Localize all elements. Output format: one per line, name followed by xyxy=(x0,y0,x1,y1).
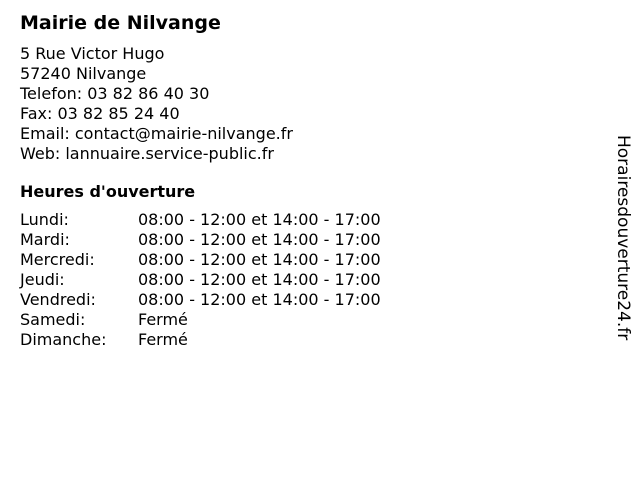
postal-city: 57240 Nilvange xyxy=(20,64,147,83)
street-address: 5 Rue Victor Hugo xyxy=(20,44,165,63)
day-hours: 08:00 - 12:00 et 14:00 - 17:00 xyxy=(138,290,381,309)
day-label: Dimanche: xyxy=(20,330,107,349)
day-label: Mercredi: xyxy=(20,250,95,269)
business-card xyxy=(20,10,600,350)
phone-number: Telefon: 03 82 86 40 30 xyxy=(20,84,210,103)
hours-row xyxy=(20,330,600,350)
day-hours: 08:00 - 12:00 et 14:00 - 17:00 xyxy=(138,250,381,269)
hours-row xyxy=(20,270,600,290)
page-title: Mairie de Nilvange xyxy=(20,12,221,34)
day-label: Jeudi: xyxy=(20,270,65,289)
fax-number: Fax: 03 82 85 24 40 xyxy=(20,104,180,123)
day-hours: 08:00 - 12:00 et 14:00 - 17:00 xyxy=(138,230,381,249)
hours-row xyxy=(20,310,600,330)
day-label: Lundi: xyxy=(20,210,69,229)
day-hours: Fermé xyxy=(138,330,188,349)
email-address: Email: contact@mairie-nilvange.fr xyxy=(20,124,293,143)
hours-heading: Heures d'ouverture xyxy=(20,182,196,201)
contact-block xyxy=(20,44,600,164)
day-hours: 08:00 - 12:00 et 14:00 - 17:00 xyxy=(138,210,381,229)
day-hours: 08:00 - 12:00 et 14:00 - 17:00 xyxy=(138,270,381,289)
opening-hours-table xyxy=(20,210,600,350)
day-hours: Fermé xyxy=(138,310,188,329)
website: Web: lannuaire.service-public.fr xyxy=(20,144,274,163)
hours-row xyxy=(20,210,600,230)
hours-row xyxy=(20,250,600,270)
day-label: Mardi: xyxy=(20,230,70,249)
hours-row xyxy=(20,290,600,310)
site-watermark: Horairesdouverture24.fr xyxy=(613,135,633,341)
hours-row xyxy=(20,230,600,250)
day-label: Samedi: xyxy=(20,310,86,329)
day-label: Vendredi: xyxy=(20,290,96,309)
